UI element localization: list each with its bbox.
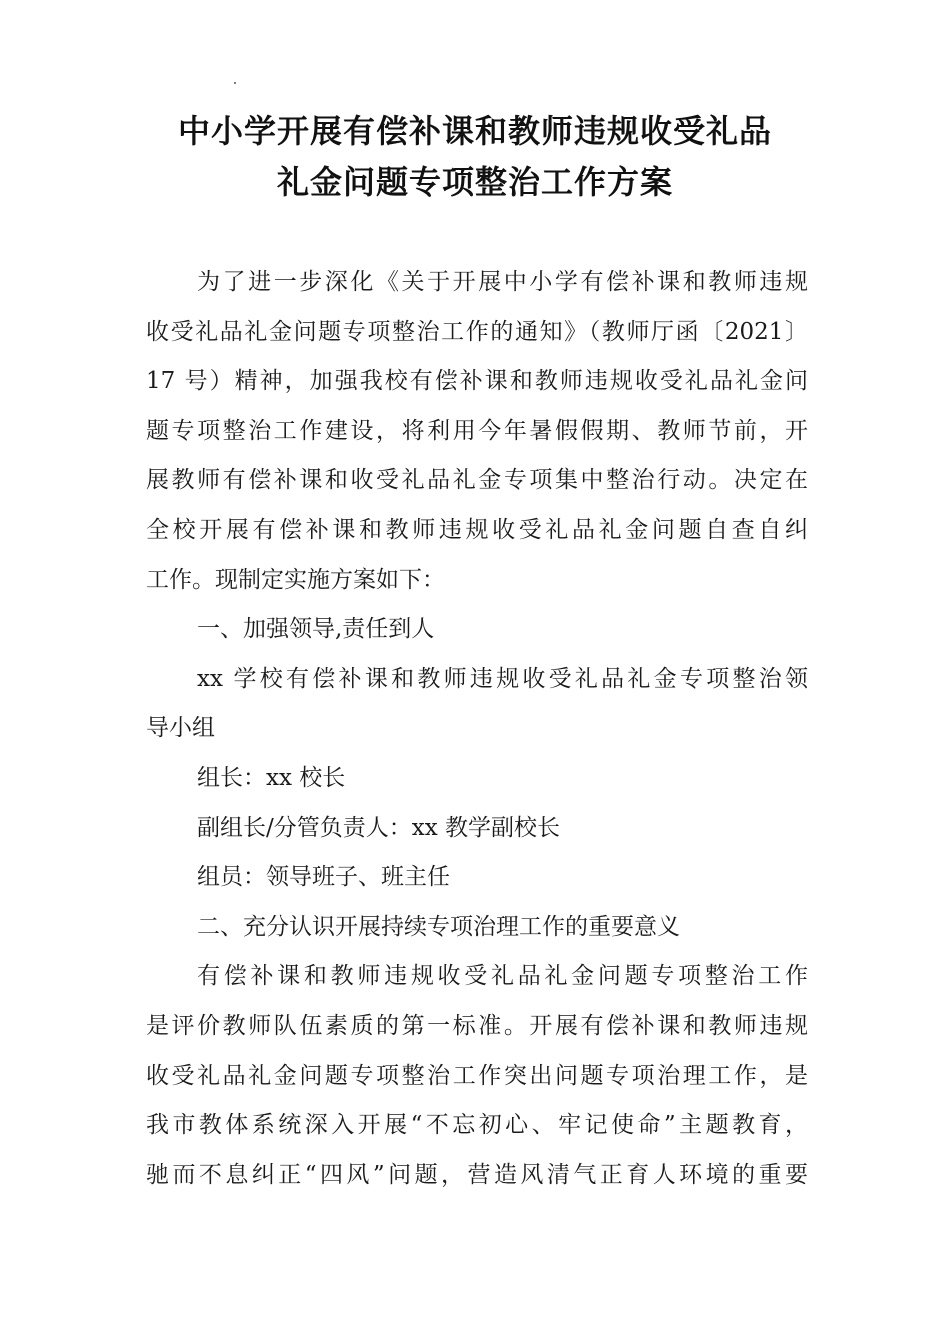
body-text-line: 展教师有偿补课和收受礼品礼金专项集中整治行动。决定在: [146, 467, 808, 494]
body-text-line: 有偿补课和教师违规收受礼品礼金问题专项整治工作: [197, 963, 808, 990]
body-text-line: 导小组: [146, 715, 215, 742]
document-title-line-2: 礼金问题专项整治工作方案: [276, 163, 673, 201]
body-text-line: 驰而不息纠正“四风”问题，营造风清气正育人环境的重要: [146, 1161, 808, 1188]
document-body: [146, 258, 808, 1200]
body-text-line: 组员：领导班子、班主任: [197, 864, 450, 891]
body-text-line: 全校开展有偿补课和教师违规收受礼品礼金问题自查自纠: [146, 516, 808, 543]
document-title-line-1: 中小学开展有偿补课和教师违规收受礼品: [177, 112, 772, 150]
body-text-line: 收受礼品礼金问题专项整治工作的通知》（教师厅函〔2021〕: [146, 318, 808, 345]
body-text-line: 我市教体系统深入开展“不忘初心、牢记使命”主题教育，: [146, 1112, 808, 1139]
body-text-line: 工作。现制定实施方案如下：: [146, 566, 445, 593]
stray-dot-mark: [234, 82, 236, 84]
body-text-line: 副组长/分管负责人：xx 教学副校长: [197, 814, 561, 841]
body-text-line: 为了进一步深化《关于开展中小学有偿补课和教师违规: [197, 269, 808, 295]
body-text-line: 组长：xx 校长: [197, 764, 346, 791]
body-text-line: xx 学校有偿补课和教师违规收受礼品礼金专项整治领: [197, 665, 808, 692]
body-text-line: 17 号）精神，加强我校有偿补课和教师违规收受礼品礼金问: [146, 368, 808, 395]
body-text-line: 一、加强领导,责任到人: [197, 616, 435, 643]
body-text-line: 二、充分认识开展持续专项治理工作的重要意义: [197, 913, 680, 940]
body-text-line: 是评价教师队伍素质的第一标准。开展有偿补课和教师违规: [146, 1012, 808, 1039]
body-text-line: 收受礼品礼金问题专项整治工作突出问题专项治理工作，是: [146, 1062, 808, 1089]
body-text-line: 题专项整治工作建设，将利用今年暑假假期、教师节前，开: [146, 417, 808, 444]
